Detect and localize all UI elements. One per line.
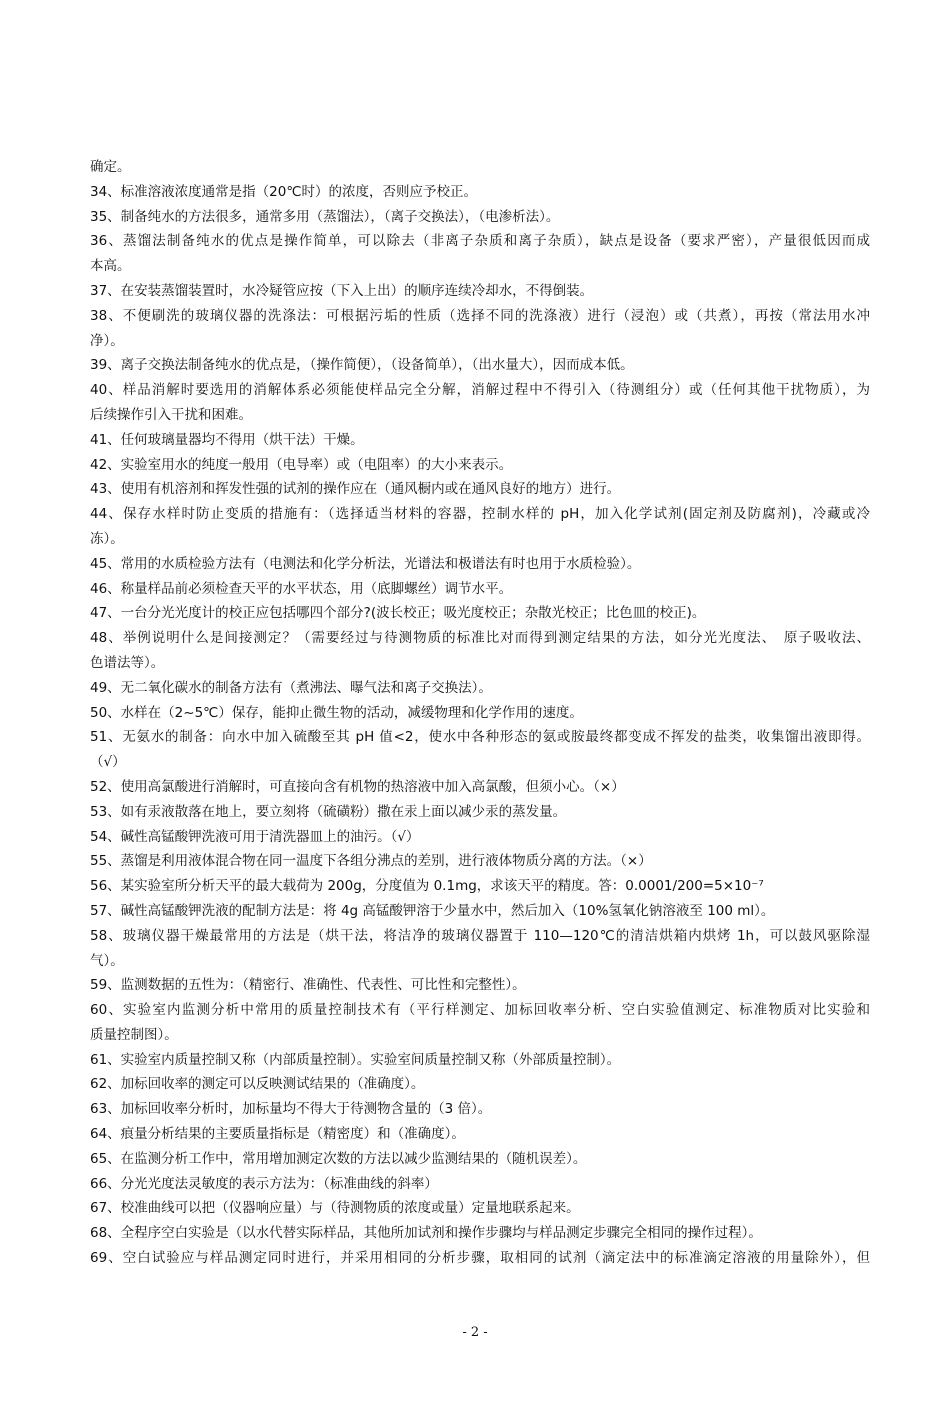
text-line: 39、离子交换法制备纯水的优点是，（操作简便），（设备简单），（出水量大），因而成本低。: [90, 357, 634, 374]
text-line: 52、使用高氯酸进行消解时，可直接向含有机物的热溶液中加入高氯酸，但须小心。（×）: [90, 778, 625, 795]
text-line: 34、标准溶液浓度通常是指（20℃时）的浓度，否则应予校正。: [90, 183, 478, 200]
text-line: 43、使用有机溶剂和挥发性强的试剂的操作应在（通风橱内或在通风良好的地方）进行。: [90, 481, 621, 498]
text-line: 48、举例说明什么是间接测定？（需要经过与待测物质的标准比对而得到测定结果的方法，如分光光度法、 原子吸收法、: [90, 630, 870, 647]
text-line: 54、碱性高锰酸钾洗液可用于清洗器皿上的油污。（√）: [90, 828, 420, 845]
text-line: 59、监测数据的五性为：（精密行、准确性、代表性、可比性和完整性）。: [90, 977, 526, 994]
text-line: （√）: [90, 754, 126, 771]
text-line: 35、制备纯水的方法很多，通常多用（蒸馏法），（离子交换法），（电渗析法）。: [90, 208, 560, 225]
page-number: - 2 -: [462, 1325, 488, 1340]
text-line: 净）。: [90, 332, 124, 349]
text-line: 56、某实验室所分析天平的最大载荷为 200g，分度值为 0.1mg，求该天平的精度。答：0.0001/200=5×10⁻⁷: [90, 878, 764, 895]
text-line: 气）。: [90, 952, 124, 969]
text-line: 49、无二氧化碳水的制备方法有（煮沸法、曝气法和离子交换法）。: [90, 679, 492, 696]
text-line: 65、在监测分析工作中，常用增加测定次数的方法以减少监测结果的（随机误差）。: [90, 1150, 587, 1167]
document-body: [90, 155, 870, 1271]
text-line: 41、任何玻璃量器均不得用（烘干法）干燥。: [90, 431, 364, 448]
text-line: 61、实验室内质量控制又称（内部质量控制）。实验室间质量控制又称（外部质量控制）。: [90, 1051, 621, 1068]
text-line: 后续操作引入干扰和困难。: [90, 406, 252, 423]
text-line: 44、保存水样时防止变质的措施有：（选择适当材料的容器，控制水样的 pH，加入化学试剂(固定剂及防腐剂)，冷藏或冷: [90, 506, 870, 523]
text-line: 36、蒸馏法制备纯水的优点是操作简单，可以除去（非离子杂质和离子杂质），缺点是设备（要求严密），产量很低因而成: [90, 233, 870, 250]
text-line: 53、如有汞液散落在地上，要立刻将（硫磺粉）撒在汞上面以减少汞的蒸发量。: [90, 803, 567, 820]
text-line: 69、空白试验应与样品测定同时进行，并采用相同的分析步骤，取相同的试剂（滴定法中的标准滴定溶液的用量除外），但: [90, 1250, 870, 1267]
text-line: 58、玻璃仪器干燥最常用的方法是（烘干法，将洁净的玻璃仪器置于 110—120℃的清洁烘箱内烘烤 1h，可以鼓风驱除湿: [90, 927, 870, 944]
text-line: 57、碱性高锰酸钾洗液的配制方法是：将 4g 高锰酸钾溶于少量水中，然后加入（10%氢氧化钠溶液至 100 ml）。: [90, 902, 775, 919]
text-line: 60、实验室内监测分析中常用的质量控制技术有（平行样测定、加标回收率分析、空白实验值测定、标准物质对比实验和: [90, 1002, 870, 1019]
text-line: 46、称量样品前必须检查天平的水平状态，用（底脚螺丝）调节水平。: [90, 580, 513, 597]
text-line: 51、无氨水的制备：向水中加入硫酸至其 pH 值<2，使水中各种形态的氨或胺最终都变成不挥发的盐类，收集馏出液即得。: [90, 729, 870, 746]
text-line: 67、校准曲线可以把（仪器响应量）与（待测物质的浓度或量）定量地联系起来。: [90, 1200, 580, 1217]
text-line: 62、加标回收率的测定可以反映测试结果的（准确度）。: [90, 1076, 425, 1093]
text-line: 本高。: [90, 258, 131, 275]
text-line: 63、加标回收率分析时，加标量均不得大于待测物含量的（3 倍）。: [90, 1101, 492, 1118]
text-line: 55、蒸馏是利用液体混合物在同一温度下各组分沸点的差别，进行液体物质分离的方法。（×）: [90, 853, 652, 870]
text-line: 68、全程序空白实验是（以水代替实际样品，其他所加试剂和操作步骤均与样品测定步骤完全相同的操作过程）。: [90, 1225, 762, 1242]
text-line: 37、在安装蒸馏装置时，水冷疑管应按（下入上出）的顺序连续冷却水，不得倒装。: [90, 282, 594, 299]
text-line: 66、分光光度法灵敏度的表示方法为：（标准曲线的斜率）: [90, 1175, 438, 1192]
text-line: 38、不便刷洗的玻璃仪器的洗涤法：可根据污垢的性质（选择不同的洗涤液）进行（浸泡）或（共煮），再按（常法用水冲: [90, 307, 870, 324]
text-line: 冻）。: [90, 530, 124, 547]
text-line: 色谱法等）。: [90, 654, 165, 671]
text-line: 64、痕量分析结果的主要质量指标是（精密度）和（准确度）。: [90, 1126, 465, 1143]
text-line: 确定。: [90, 159, 131, 175]
text-line: 42、实验室用水的纯度一般用（电导率）或（电阻率）的大小来表示。: [90, 456, 513, 473]
text-line: 50、水样在（2~5℃）保存，能抑止微生物的活动，减缓物理和化学作用的速度。: [90, 704, 583, 721]
text-line: 40、样品消解时要选用的消解体系必须能使样品完全分解，消解过程中不得引入（待测组分）或（任何其他干扰物质），为: [90, 382, 870, 399]
text-line: 47、一台分光光度计的校正应包括哪四个部分?(波长校正；吸光度校正；杂散光校正；比色皿的校正)。: [90, 605, 706, 622]
text-line: 45、常用的水质检验方法有（电测法和化学分析法，光谱法和极谱法有时也用于水质检验）。: [90, 555, 641, 572]
text-line: 质量控制图）。: [90, 1026, 178, 1043]
